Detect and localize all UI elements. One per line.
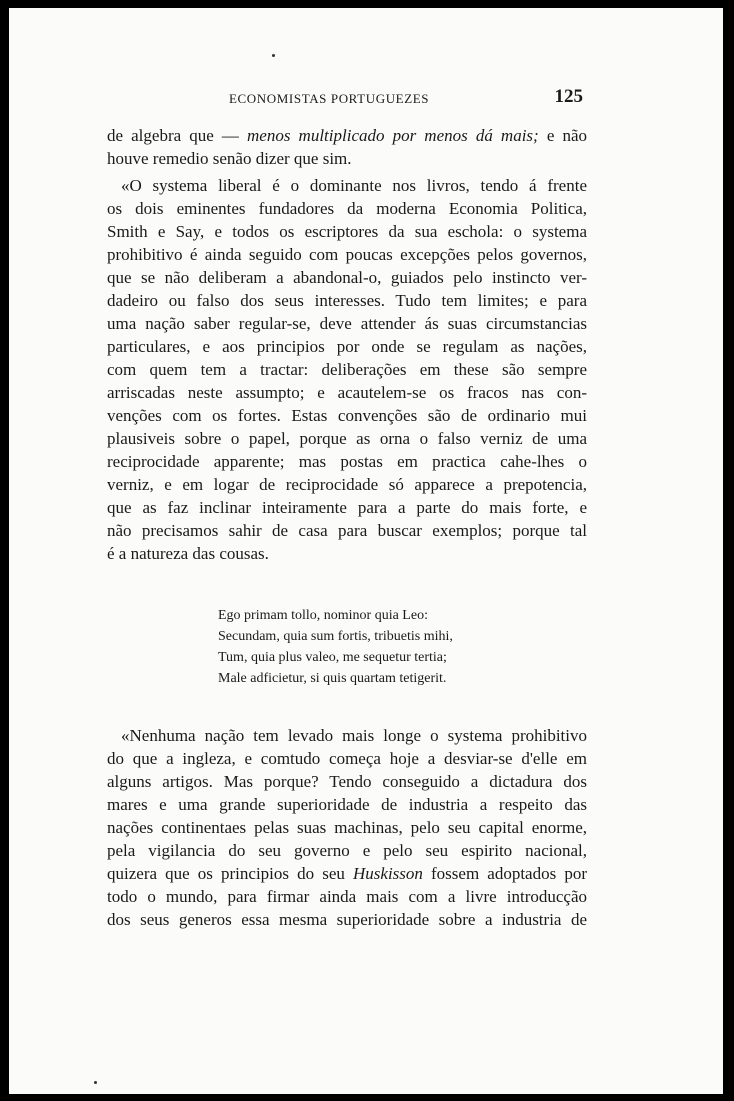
paragraph2-line: particulares, e aos principios por onde se regulam as nações, (107, 337, 587, 356)
verse-line: Secundam, quia sum fortis, tribuetis mihi, (218, 629, 453, 644)
paragraph3-line: mares e uma grande superioridade de industria a respeito das (107, 795, 587, 814)
paragraph2-line: plausiveis sobre o papel, porque as orna o falso verniz de uma (107, 429, 587, 448)
paragraph3-line: «Nenhuma nação tem levado mais longe o systema prohibitivo (121, 726, 587, 745)
paragraph2-line: que se não deliberam a abandonal-o, guiados pelo instincto ver- (107, 268, 587, 287)
paragraph2-line: prohibitivo é ainda seguido com poucas excepções pelos governos, (107, 245, 587, 264)
paragraph2-line: venções com os fortes. Estas convenções são de ordinario mui (107, 406, 587, 425)
paragraph2-line: uma nação saber regular-se, deve attender ás suas circumstancias (107, 314, 587, 333)
paragraph2-line: não precisamos sahir de casa para buscar exemplos; porque tal (107, 521, 587, 540)
verse-line: Tum, quia plus valeo, me sequetur tertia; (218, 650, 447, 665)
running-title: ECONOMISTAS PORTUGUEZES (229, 91, 430, 106)
paragraph1-line-1: de algebra que — menos multiplicado por menos dá mais; e não (107, 126, 588, 145)
paragraph3-line: quizera que os principios do seu Huskisson fossem adoptados por (107, 864, 587, 883)
paragraph2-line: os dois eminentes fundadores da moderna Economia Politica, (107, 199, 587, 218)
paragraph2-line: arriscadas neste assumpto; e acautelem-se os fracos nas con- (107, 383, 587, 402)
paragraph1-line-2: houve remedio senão dizer que sim. (107, 149, 352, 168)
verse-line: Male adficietur, si quis quartam tetigerit. (218, 671, 447, 686)
paragraph2-line: com quem tem a tractar: deliberações em these são sempre (107, 360, 587, 379)
paragraph2-line: reciprocidade apparente; mas postas em practica cahe-lhes o (107, 452, 587, 471)
paragraph3-line: alguns artigos. Mas porque? Tendo conseguido a dictadura dos (107, 772, 587, 791)
paragraph2-line: «O systema liberal é o dominante nos livros, tendo á frente (121, 176, 587, 195)
page-header (107, 86, 587, 112)
scan-speck (94, 1081, 97, 1084)
paragraph3-line: nações continentaes pelas suas machinas, pelo seu capital enorme, (107, 818, 587, 837)
paragraph3-line: dos seus generos essa mesma superioridade sobre a industria de (107, 910, 587, 929)
paragraph2-line: Smith e Say, e todos os escriptores da sua eschola: o systema (107, 222, 587, 241)
paragraph3-line: do que a ingleza, e comtudo começa hoje a desviar-se d'elle em (107, 749, 587, 768)
page-number: 125 (554, 86, 583, 107)
paragraph3-line: pela vigilancia do seu governo e pelo seu espirito nacional, (107, 841, 587, 860)
scan-speck (272, 54, 275, 57)
verse-line: Ego primam tollo, nominor quia Leo: (218, 608, 428, 623)
paragraph2-line: é a natureza das cousas. (107, 544, 269, 563)
paragraph3-line: todo o mundo, para firmar ainda mais com a livre introducção (107, 887, 587, 906)
paragraph2-line: dadeiro ou falso dos seus interesses. Tudo tem limites; e para (107, 291, 587, 310)
paragraph2-line: que as faz inclinar inteiramente para a parte do mais forte, e (107, 498, 587, 517)
paragraph2-line: verniz, e em logar de reciprocidade só apparece a prepotencia, (107, 475, 587, 494)
